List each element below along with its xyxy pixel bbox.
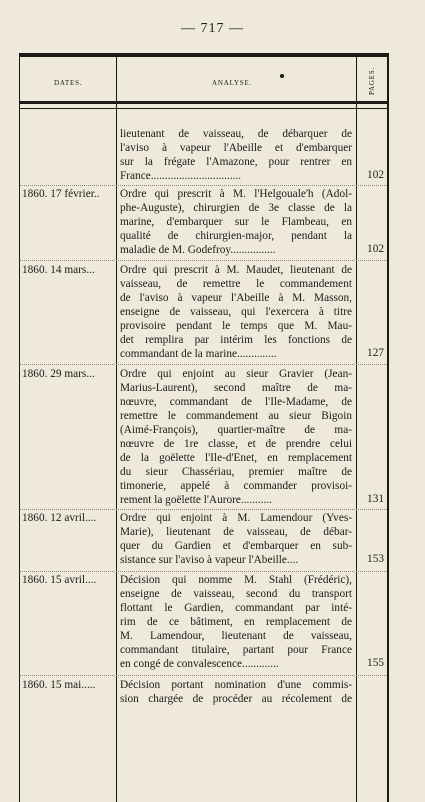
entry-line: sion chargée de procéder au récolement de (120, 693, 352, 705)
column-divider-dates (116, 57, 117, 802)
header-pages-cell (359, 65, 385, 97)
entry-line: (Aimé-François), quartier-maître de ma- (120, 424, 352, 436)
entry-line: det remplira par intérim les fonctions de (120, 334, 352, 346)
entry-analysis (120, 511, 352, 567)
entry-line: Marie), lieutenant de vaisseau, de débar- (120, 526, 352, 538)
entry-line: enseigne de vaisseau, second du transport (120, 588, 352, 600)
entry-line: l'aviso à vapeur l'Abeille et d'embarquer (120, 142, 352, 154)
entry-separator (20, 571, 387, 572)
entry-date: 1860. 15 avril.... (22, 574, 97, 586)
entry-line: de l'aviso à vapeur l'Abeille à M. Masson, (120, 292, 352, 304)
entry-analysis (120, 573, 352, 671)
entry-line: de la goëlette l'Ile-d'Enet, en remplacement (120, 452, 352, 464)
entry-analysis (120, 678, 352, 706)
entry-line: Décision portant nomination d'une commis- (120, 679, 352, 691)
entry-line: commandant de la marine.............. (120, 348, 277, 360)
entry-line: rement la goëlette l'Aurore........... (120, 494, 272, 506)
entry-line: sistance sur l'aviso à vapeur l'Abeille.... (120, 554, 299, 566)
header-rule-thick (20, 101, 387, 104)
entry-separator (20, 364, 387, 365)
entry-line: lieutenant de vaisseau, de débarquer de (120, 128, 352, 140)
entry-line: quer du Gardien et d'embarquer en sub- (120, 540, 352, 552)
entry-page: 131 (367, 493, 384, 505)
entry-line: remettre le commandement au sieur Bigoin (120, 410, 352, 422)
entry-analysis (120, 187, 352, 257)
entry-separator (20, 185, 387, 186)
header-pages: PAGES. (368, 66, 376, 96)
entry-line: phe-Auguste), chirurgien de 3e classe de la (120, 202, 352, 214)
entry-analysis (120, 263, 352, 361)
header-rule-thin (20, 108, 387, 109)
entry-line: Ordre qui prescrit à M. Maudet, lieutenant de (120, 264, 352, 276)
entry-line: Ordre qui prescrit à M. l'Helgouale'h (Adol- (120, 188, 352, 200)
entry-date: 1860. 15 mai..... (22, 679, 96, 691)
entry-page: 155 (367, 657, 384, 669)
page-number: — 717 — (181, 21, 244, 36)
ink-dot (280, 74, 284, 78)
entry-line: timonerie, appelé à commander provisoi- (120, 480, 352, 492)
entry-separator (20, 675, 387, 676)
entry-analysis (120, 367, 352, 507)
entry-page: 102 (367, 169, 384, 181)
entry-line: Ordre qui enjoint à M. Lamendour (Yves- (120, 512, 352, 524)
entry-line: Décision qui nomme M. Stahl (Frédéric), (120, 574, 352, 586)
entry-line: vaisseau, de remettre le commandement (120, 278, 352, 290)
entry-date: 1860. 12 avril.... (22, 512, 97, 524)
entry-line: M. Lamendour, lieutenant de vaisseau, (120, 630, 352, 642)
entry-date: 1860. 29 mars... (22, 368, 95, 380)
entry-line: provisoire pendant le temps que M. Mau- (120, 320, 352, 332)
entry-line: enseigne de vaisseau, qui l'exercera à titre (120, 306, 352, 318)
column-divider-pages (356, 57, 357, 802)
entry-analysis (120, 127, 352, 183)
entry-page: 102 (367, 243, 384, 255)
entry-line: nœuvre, commandant de l'Ile-Madame, de (120, 396, 352, 408)
header-analyse: ANALYSE. (212, 79, 253, 87)
entry-date: 1860. 14 mars... (22, 264, 95, 276)
entry-line: qualité de chirurgien-major, pendant la (120, 230, 352, 242)
entry-line: Marius-Laurent), second maître de ma- (120, 382, 352, 394)
header-dates: DATES. (54, 79, 83, 87)
entry-line: maladie de M. Godefroy................ (120, 244, 276, 256)
entry-line: nœuvre de 1re classe, et de prendre celui (120, 438, 352, 450)
entry-line: sur la frégate l'Amazone, pour rentrer en (120, 156, 352, 168)
entry-line: marine, d'embarquer sur le Flambeau, en (120, 216, 352, 228)
entry-date: 1860. 17 février.. (22, 188, 100, 200)
entry-separator (20, 260, 387, 261)
entry-line: rim de ce bâtiment, en remplacement de (120, 616, 352, 628)
entry-separator (20, 509, 387, 510)
entry-line: France................................ (120, 170, 242, 182)
register-table (19, 53, 389, 802)
entry-line: en congé de convalescence............. (120, 658, 279, 670)
entry-line: du sieur Chassériau, premier maître de (120, 466, 352, 478)
entry-page: 127 (367, 347, 384, 359)
entry-page: 153 (367, 553, 384, 565)
entry-line: commandant titulaire, partant pour France (120, 644, 352, 656)
entry-line: Ordre qui enjoint au sieur Gravier (Jean- (120, 368, 352, 380)
entry-line: flottant le Gardien, commandant par inté- (120, 602, 352, 614)
